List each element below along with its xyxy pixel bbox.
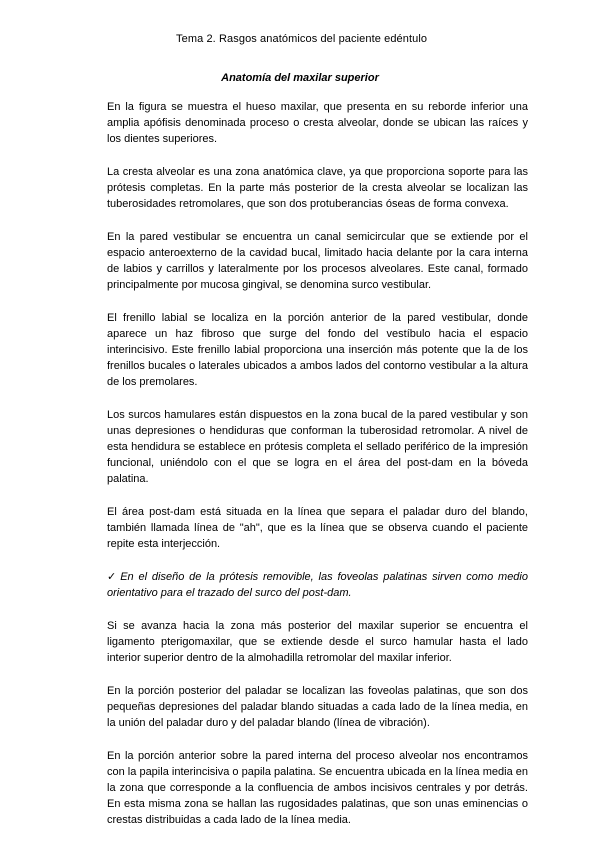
page-header: Tema 2. Rasgos anatómicos del paciente edéntulo bbox=[176, 33, 428, 45]
paragraph: En la pared vestibular se encuentra un canal semicircular que se extiende por el espacio anteroexterno de la cavidad bucal, limitado hacia delante por la cara interna de labios y carrillos y lateralmente por los procesos alveolares. Este canal, formado principalmente por mucosa gingival, se denomina surco vestibular. bbox=[107, 231, 528, 291]
paragraph: Los surcos hamulares están dispuestos en la zona bucal de la pared vestibular y son unas depresiones o hendiduras que conforman la tuberosidad retromolar. A nivel de esta hendidura se establece en prótesis completa el sellado periférico de la impresión funcional, uniéndolo con el que se logra en el área del post-dam en la bóveda palatina. bbox=[107, 409, 528, 485]
paragraph: En la figura se muestra el hueso maxilar, que presenta en su reborde inferior una amplia apófisis denominada proceso o cresta alveolar, donde se ubican las raíces y los dientes superiores. bbox=[107, 101, 528, 145]
note-text: En el diseño de la prótesis removible, las foveolas palatinas sirven como medio orientativo para el trazado del surco del post-dam. bbox=[107, 571, 528, 599]
paragraph: Si se avanza hacia la zona más posterior del maxilar superior se encuentra el ligamento pterigomaxilar, que se extiende desde el surco hamular hasta el lado interior superior dentro de la almohadilla retromolar del maxilar inferior. bbox=[107, 620, 528, 664]
paragraph: En la porción anterior sobre la pared interna del proceso alveolar nos encontramos con la papila interincisiva o papila palatina. Se encuentra ubicada en la línea media en la zona que corresponde a la confluencia de ambos incisivos centrales y por detrás. En esta misma zona se hallan las rugosidades palatinas, que son unas eminencias o crestas distribuidas a cada lado de la línea media. bbox=[107, 750, 528, 826]
section-title: Anatomía del maxilar superior bbox=[221, 72, 379, 84]
check-icon: ✓ bbox=[107, 571, 117, 583]
paragraph: El área post-dam está situada en la línea que separa el paladar duro del blando, también llamada línea de "ah", que es la línea que se observa cuando el paciente repite esta interjección. bbox=[107, 506, 528, 550]
paragraph: El frenillo labial se localiza en la porción anterior de la pared vestibular, donde aparece un haz fibroso que surge del fondo del vestíbulo hacia el espacio interincisivo. Este frenillo labial proporciona una inserción más potente que la de los frenillos bucales o laterales ubicados a ambos lados del contorno vestibular a la altura de los premolares. bbox=[107, 312, 528, 388]
paragraph: La cresta alveolar es una zona anatómica clave, ya que proporciona soporte para las prótesis completas. En la parte más posterior de la cresta alveolar se localizan las tuberosidades retromolares, que son dos protuberancias óseas de forma convexa. bbox=[107, 166, 528, 210]
note-paragraph bbox=[107, 569, 528, 601]
paragraph: En la porción posterior del paladar se localizan las foveolas palatinas, que son dos pequeñas depresiones del paladar blando situadas a cada lado de la línea media, en la unión del paladar duro y del paladar blando (línea de vibración). bbox=[107, 685, 528, 729]
document-body bbox=[107, 99, 528, 845]
